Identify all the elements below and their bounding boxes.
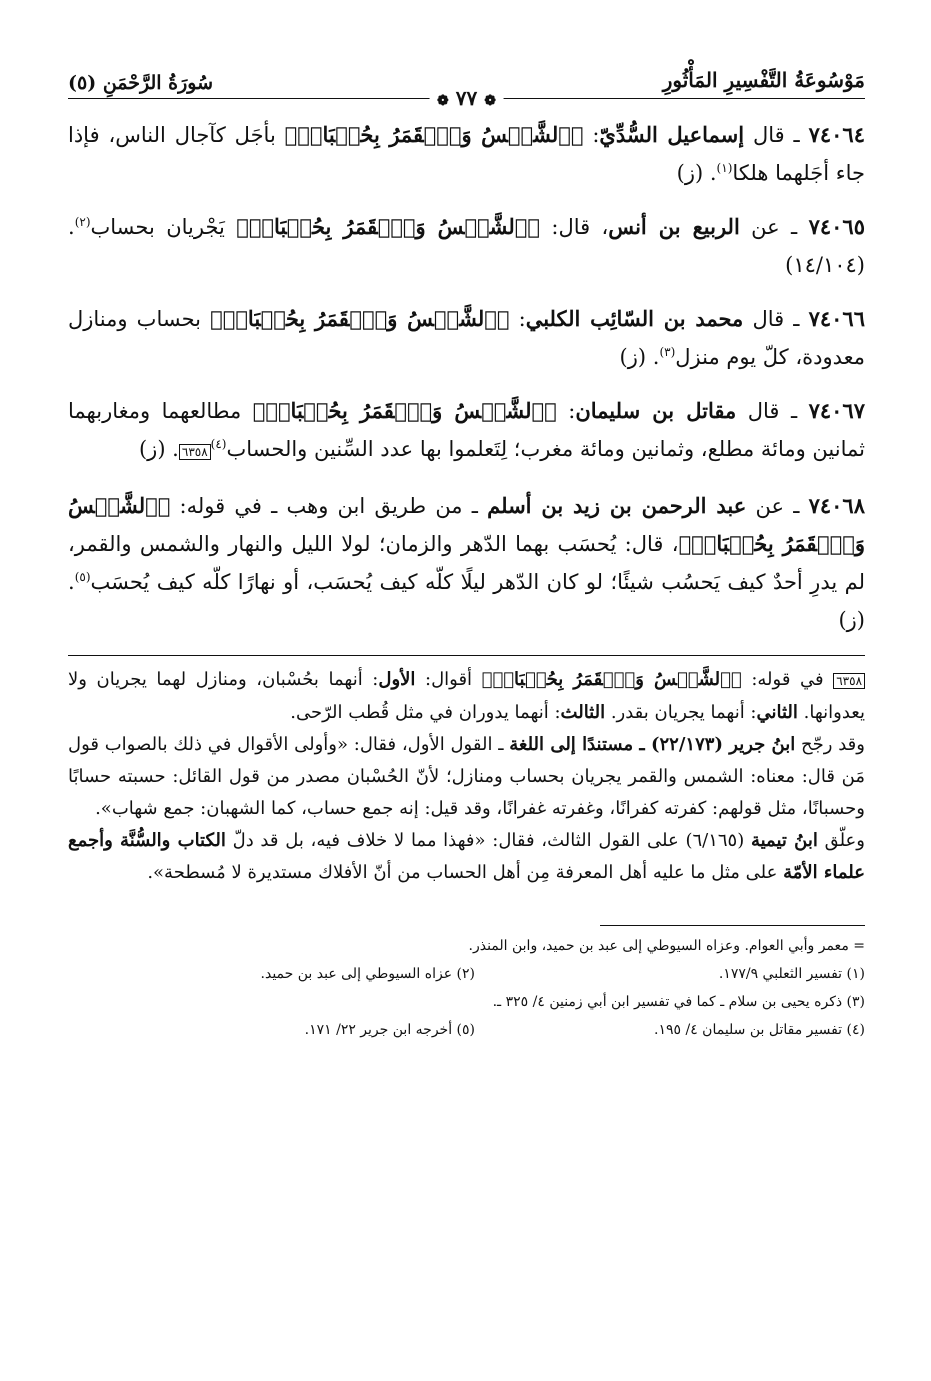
footnote-marker: (٤): [210, 437, 227, 451]
narration-entry: ٧٤٠٦٥ ـ عن الربيع بن أنس، قال: ﴿ٱلشَّمۡسُ وَٱلۡقَمَرُ بِحُسۡبَانٖ﴾ يَجْريان بحساب$^{(٢)}$. (١٤/١٠٤): [68, 214, 865, 277]
footnote-row: [68, 960, 865, 988]
quran-verse: ﴿ٱلشَّمۡسُ وَٱلۡقَمَرُ بِحُسۡبَانٖ﴾: [236, 214, 540, 239]
commentary-block: [68, 664, 865, 889]
narration-entry: ٧٤٠٦٤ ـ قال إسماعيل السُّدِّيّ: ﴿ٱلشَّمۡسُ وَٱلۡقَمَرُ بِحُسۡبَانٖ﴾ بأجَل كآجال الناس، فإذا جاء أجَلهما هلكا$^{(١)}$. (ز): [68, 122, 865, 185]
commentary-paragraph: وقد رجّح ابنُ جرير (٢٢/١٧٣) ـ مستندًا إلى اللغة ـ القول الأول، فقال: «وأولى الأقوال في ذلك بالصواب قول مَن قال: معناه: الشمس والقمر يجريان بحساب ومنازل؛ لأنّ الحُسْبان مصدر من قول القائل: حسبته حسابًا وحسبانًا، مثل قولهم: كفرته كفرانًا، وغفرته غفرانًا، وقد قيل: إنه جمع حساب، كما الشهبان: جمع شهاب».: [68, 734, 865, 819]
narration-entry: ٧٤٠٦٧ ـ قال مقاتل بن سليمان: ﴿ٱلشَّمۡسُ وَٱلۡقَمَرُ بِحُسۡبَانٖ﴾ مطالعهما ومغاربهما ثمانين ومائة مطلع، وثمانين ومائة مغرب؛ لِتَعلموا بها عدد السِّنين والحساب$^{(٤)}$٦٣٥٨. (ز): [68, 398, 865, 461]
commentary-reference: ٦٣٥٨: [179, 444, 211, 460]
narrator-name: مقاتل بن سليمان: [575, 398, 737, 423]
commentary-number: ٦٣٥٨: [833, 673, 865, 689]
footnote-separator: [600, 925, 865, 926]
narrator-name: الربيع بن أنس: [608, 214, 740, 239]
commentary-paragraph: ٦٣٥٨ في قوله: ﴿ٱلشَّمۡسُ وَٱلۡقَمَرُ بِحُسۡبَانٖ﴾ أقوال: الأول: أنهما بحُسْبان، ومنازل لهما يجريان ولا يعدوانها. الثاني: أنهما يجريان بقدر. الثالث: أنهما يدوران في مثل قُطب الرّحى.: [68, 669, 865, 723]
surah-title: سُورَةُ الرَّحْمَنِ (٥): [68, 72, 214, 94]
narration-number: ٧٤٠٦٦: [808, 306, 865, 331]
footnote-5: (٥) أخرجه ابن جرير ٢٢/ ١٧١.: [304, 1022, 475, 1038]
footnote-marker: (٢): [74, 215, 91, 229]
page-header: [68, 60, 865, 116]
footnote-marker: (٣): [659, 345, 676, 359]
footnotes: [68, 932, 865, 1044]
footnote-3: (٣) ذكره يحيى بن سلام ـ كما في تفسير ابن أبي زمنين ٤/ ٣٢٥ ـ.: [492, 994, 865, 1010]
narrator-name: إسماعيل السُّدِّيّ: [599, 122, 745, 147]
quran-verse: ﴿ٱلشَّمۡسُ وَٱلۡقَمَرُ بِحُسۡبَانٖ﴾: [284, 122, 584, 147]
footnote-marker: (١): [716, 161, 733, 175]
page-number-bar: [68, 86, 865, 110]
commentary-paragraph: وعلّق ابنُ تيمية (٦/١٦٥) على القول الثالث، فقال: «فهذا مما لا خلاف فيه، بل قد دلّ الكتاب والسُّنَّة وأجمع علماء الأمّة على مثل ما عليه أهل المعرفة مِن أهل الحساب من أنّ الأفلاك مستديرة لا مُسطحة».: [68, 830, 865, 883]
book-title: مَوْسُوعَةُ التَّفْسِيرِ المَأْثُورِ: [662, 68, 865, 92]
page: [68, 60, 865, 1044]
ornament-icon: ❁: [437, 93, 449, 109]
footnote-continuation: = معمر وأبي العوام. وعزاه السيوطي إلى عبد بن حميد، وابن المنذر.: [468, 938, 865, 954]
commentary-separator: [68, 655, 865, 656]
page-number: ❁ ٧٧ ❁: [429, 86, 504, 110]
narration-number: ٧٤٠٦٤: [808, 122, 865, 147]
quran-verse: ﴿ٱلشَّمۡسُ وَٱلۡقَمَرُ بِحُسۡبَانٖ﴾: [68, 493, 865, 556]
quran-verse: ﴿ٱلشَّمۡسُ وَٱلۡقَمَرُ بِحُسۡبَانٖ﴾: [481, 669, 742, 690]
quran-verse: ﴿ٱلشَّمۡسُ وَٱلۡقَمَرُ بِحُسۡبَانٖ﴾: [210, 306, 510, 331]
narration-number: ٧٤٠٦٥: [808, 214, 865, 239]
narrator-name: محمد بن السّائِب الكلبي: [525, 306, 744, 331]
ornament-icon: ❁: [484, 93, 496, 109]
narration-number: ٧٤٠٦٨: [808, 493, 865, 518]
quran-verse: ﴿ٱلشَّمۡسُ وَٱلۡقَمَرُ بِحُسۡبَانٖ﴾: [252, 398, 557, 423]
narration-entry: ٧٤٠٦٨ ـ عن عبد الرحمن بن زيد بن أسلم ـ من طريق ابن وهب ـ في قوله: ﴿ٱلشَّمۡسُ وَٱلۡقَمَرُ بِحُسۡبَانٖ﴾، قال: يُحسَب بهما الدّهر والزمان؛ لولا الليل والنهار والشمس والقمر، لم يدرِ أحدٌ كيف يَحسُب شيئًا؛ لو كان الدّهر ليلًا كلّه كيف يُحسَب، أو نهارًا كلّه كيف يُحسَب$^{(٥)}$. (ز): [68, 493, 865, 632]
narration-number: ٧٤٠٦٧: [808, 398, 865, 423]
footnote-2: (٢) عزاه السيوطي إلى عبد بن حميد.: [260, 966, 475, 982]
footnote-4: (٤) تفسير مقاتل بن سليمان ٤/ ١٩٥.: [654, 1022, 865, 1038]
footnote-row: [68, 1016, 865, 1044]
narration-entry: ٧٤٠٦٦ ـ قال محمد بن السّائِب الكلبي: ﴿ٱلشَّمۡسُ وَٱلۡقَمَرُ بِحُسۡبَانٖ﴾ بحساب ومنازل معدودة، كلّ يوم منزل$^{(٣)}$. (ز): [68, 306, 865, 369]
narrator-name: عبد الرحمن بن زيد بن أسلم: [487, 493, 747, 518]
footnote-marker: (٥): [74, 570, 91, 584]
footnote-1: (١) تفسير الثعلبي ١٧٧/٩.: [718, 966, 865, 982]
